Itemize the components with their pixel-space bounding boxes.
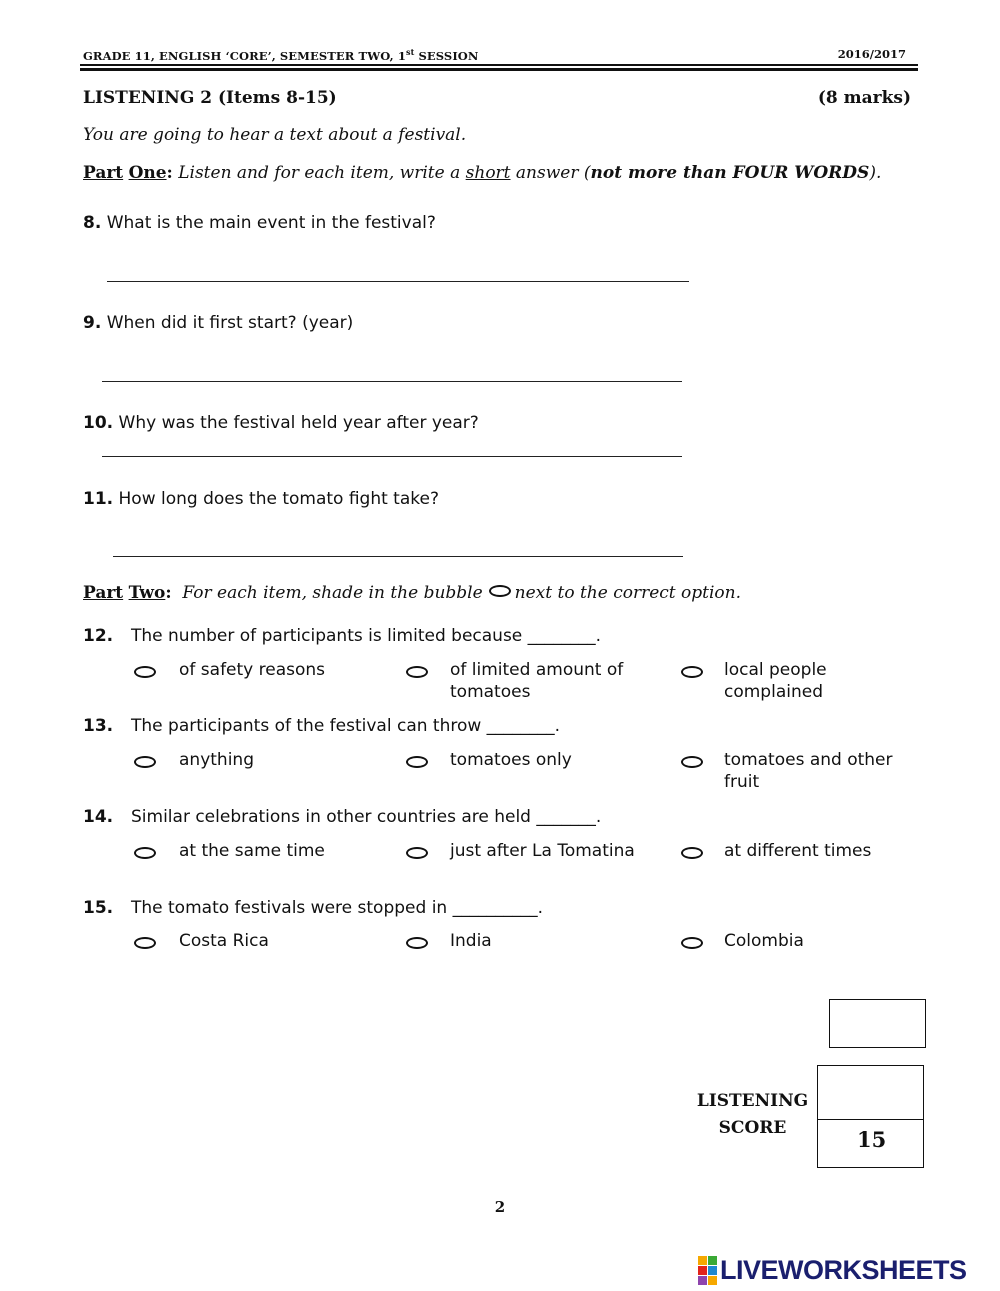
option-label: Colombia — [724, 931, 804, 951]
part-one-text-1: Listen and for each item, write a — [172, 163, 466, 183]
logo-block — [708, 1256, 717, 1265]
question-number: 13. — [83, 716, 114, 736]
question-15 — [83, 898, 113, 918]
question-text: Similar celebrations in other countries are held _______. — [131, 807, 602, 827]
option-label: of safety reasons — [179, 660, 326, 680]
part-one-text-short: short — [465, 163, 511, 183]
part-one-label-a: Part — [83, 163, 124, 183]
header-left — [83, 47, 479, 63]
header-year: 2016/2017 — [837, 47, 906, 61]
score-label — [690, 1088, 815, 1142]
page-number: 2 — [494, 1198, 506, 1216]
question-text: Why was the festival held year after year? — [113, 413, 479, 433]
section-title: LISTENING 2 (Items 8-15) — [83, 88, 337, 108]
question-10 — [83, 413, 479, 433]
logo-block — [698, 1256, 707, 1265]
header-rule-thin — [80, 64, 918, 66]
liveworksheets-logo — [698, 1255, 967, 1285]
option-bubble[interactable] — [134, 937, 156, 949]
score-label-line-2: SCORE — [718, 1118, 787, 1138]
option-bubble[interactable] — [681, 937, 703, 949]
logo-block — [708, 1276, 717, 1285]
option-label: of limited amount of tomatoes — [450, 660, 624, 702]
question-number: 15. — [83, 898, 114, 918]
question-text: What is the main event in the festival? — [101, 213, 436, 233]
option-label: at the same time — [179, 841, 325, 861]
question-text: The tomato festivals were stopped in __________. — [131, 898, 543, 918]
question-number: 9. — [83, 313, 102, 333]
question-number: 8. — [83, 213, 102, 233]
section-marks: (8 marks) — [817, 88, 911, 108]
logo-block — [698, 1276, 707, 1285]
option-label: at different times — [724, 841, 872, 861]
score-total: 15 — [857, 1127, 887, 1152]
question-number: 10. — [83, 413, 114, 433]
score-label-line-1: LISTENING — [696, 1091, 809, 1111]
section-intro: You are going to hear a text about a festival. — [83, 125, 467, 145]
part-two-label-b: Two — [128, 583, 166, 603]
header-rule-thick — [80, 68, 918, 71]
question-number: 11. — [83, 489, 114, 509]
question-8 — [83, 213, 436, 233]
question-number: 14. — [83, 807, 114, 827]
option-bubble[interactable] — [134, 666, 156, 678]
answer-line-8[interactable] — [107, 281, 689, 282]
logo-blocks-icon — [698, 1256, 717, 1285]
option-bubble[interactable] — [406, 937, 428, 949]
header-left-main: GRADE 11, ENGLISH ‘CORE’, SEMESTER TWO, 1 — [83, 48, 406, 63]
answer-line-11[interactable] — [113, 556, 683, 557]
score-input[interactable] — [817, 1065, 924, 1119]
part-one-colon: : — [166, 163, 173, 183]
option-label: tomatoes only — [450, 750, 572, 770]
answer-line-10[interactable] — [102, 456, 682, 457]
option-bubble[interactable] — [134, 756, 156, 768]
part-two-text-1: For each item, shade in the bubble — [182, 583, 483, 603]
part-two-text-2: next to the correct option. — [514, 583, 742, 603]
question-14 — [83, 807, 113, 827]
option-label: anything — [179, 750, 254, 770]
marker-box[interactable] — [829, 999, 926, 1048]
question-11 — [83, 489, 439, 509]
part-two-instructions — [83, 583, 741, 603]
option-label: tomatoes and other fruit — [724, 750, 893, 792]
question-12 — [83, 626, 113, 646]
question-text: The participants of the festival can throw ________. — [131, 716, 561, 736]
header-left-tail: SESSION — [414, 48, 479, 63]
bubble-icon — [489, 585, 511, 597]
answer-line-9[interactable] — [102, 381, 682, 382]
question-13 — [83, 716, 113, 736]
part-one-text-bold: not more than FOUR WORDS — [590, 163, 870, 183]
logo-block — [698, 1266, 707, 1275]
part-one-text-2: answer ( — [510, 163, 591, 183]
part-one-label-b: One — [128, 163, 167, 183]
question-text: How long does the tomato fight take? — [113, 489, 439, 509]
question-number: 12. — [83, 626, 114, 646]
option-bubble[interactable] — [681, 756, 703, 768]
option-label: Costa Rica — [179, 931, 269, 951]
option-label: India — [450, 931, 492, 951]
part-two-label-a: Part — [83, 583, 124, 603]
option-bubble[interactable] — [681, 666, 703, 678]
score-box-divider — [817, 1119, 924, 1120]
part-one-instructions — [83, 163, 881, 183]
option-bubble[interactable] — [406, 666, 428, 678]
option-bubble[interactable] — [681, 847, 703, 859]
logo-block — [708, 1266, 717, 1275]
question-text: The number of participants is limited because ________. — [131, 626, 602, 646]
option-bubble[interactable] — [406, 756, 428, 768]
part-two-colon: : — [165, 583, 172, 603]
option-label: just after La Tomatina — [450, 841, 635, 861]
option-bubble[interactable] — [134, 847, 156, 859]
option-label: local people complained — [724, 660, 827, 702]
logo-text: LIVEWORKSHEETS — [720, 1254, 967, 1285]
question-text: When did it first start? (year) — [101, 313, 354, 333]
header-left-sup: st — [405, 47, 415, 57]
question-9 — [83, 313, 353, 333]
option-bubble[interactable] — [406, 847, 428, 859]
part-one-text-3: ). — [869, 163, 882, 183]
